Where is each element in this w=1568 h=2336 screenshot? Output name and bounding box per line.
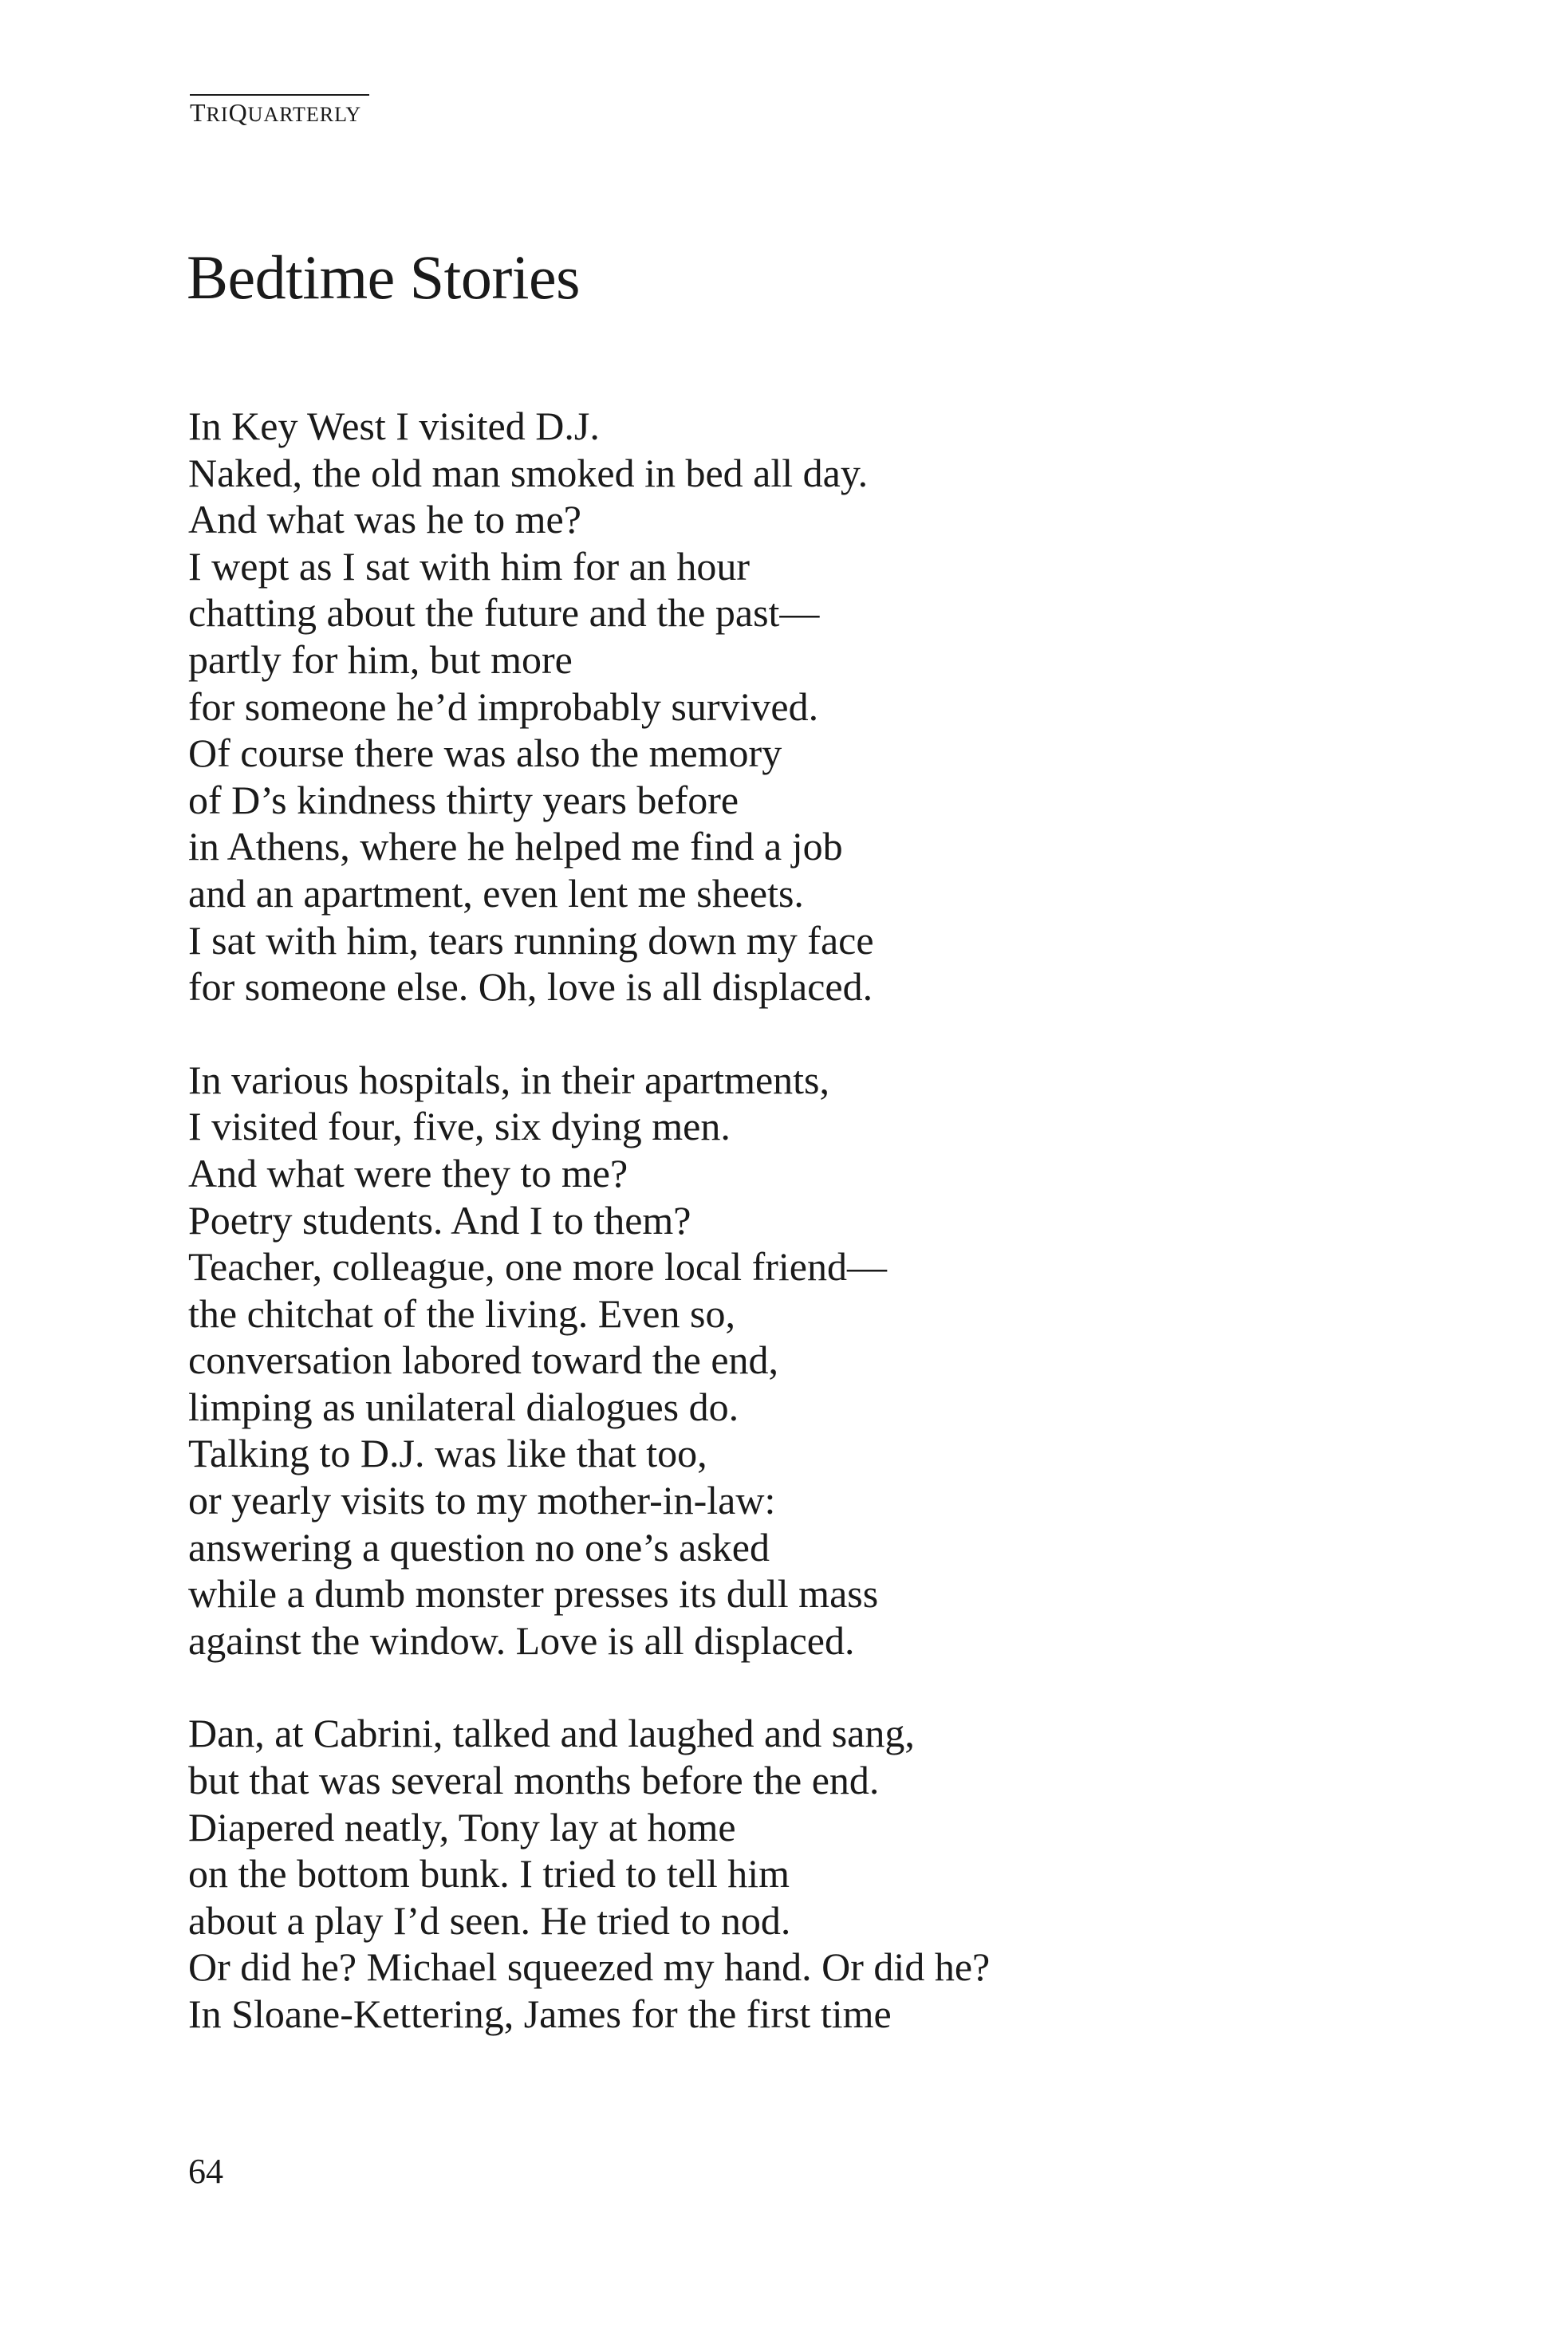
running-head: TRIQUARTERLY <box>190 98 362 127</box>
poem-line: on the bottom bunk. I tried to tell him <box>188 1851 790 1897</box>
poem-line: while a dumb monster presses its dull mass <box>188 1571 879 1617</box>
poem-stanza <box>188 1710 1385 2037</box>
poem-line: I wept as I sat with him for an hour <box>188 543 751 589</box>
poem-line: In various hospitals, in their apartments, <box>188 1057 830 1102</box>
poem-line: Of course there was also the memory <box>188 731 782 776</box>
poem-line: partly for him, but more <box>188 636 573 682</box>
poem-line: against the window. Love is all displaced. <box>188 1617 855 1663</box>
poem-line: about a play I’d seen. He tried to nod. <box>188 1897 791 1943</box>
poem-stanza <box>188 1057 1385 1664</box>
running-head-rule <box>190 94 369 96</box>
poem-line: for someone he’d improbably survived. <box>188 683 819 729</box>
poem-line: answering a question no one’s asked <box>188 1524 770 1570</box>
poem-line: Or did he? Michael squeezed my hand. Or did he? <box>188 1944 991 1990</box>
poem-line: Talking to D.J. was like that too, <box>188 1431 707 1476</box>
poem-line: or yearly visits to my mother-in-law: <box>188 1478 776 1523</box>
poem-line: of D’s kindness thirty years before <box>188 777 739 822</box>
poem-line: And what were they to me? <box>188 1150 628 1196</box>
poem-line: in Athens, where he helped me find a job <box>188 824 843 869</box>
page-number: 64 <box>188 2152 223 2191</box>
poem-line: I sat with him, tears running down my face <box>188 917 874 963</box>
poem-line: I visited four, five, six dying men. <box>188 1104 731 1149</box>
poem-line: and an apartment, even lent me sheets. <box>188 870 804 916</box>
poem-line: but that was several months before the end. <box>188 1758 880 1803</box>
poem-line: In Key West I visited D.J. <box>188 404 600 448</box>
poem-line: Dan, at Cabrini, talked and laughed and sang, <box>188 1711 915 1756</box>
poem-line: Teacher, colleague, one more local friend— <box>188 1244 888 1290</box>
poem-line: the chitchat of the living. Even so, <box>188 1290 735 1336</box>
poem-line: Poetry students. And I to them? <box>188 1197 691 1243</box>
poem-title: Bedtime Stories <box>187 242 580 312</box>
poem-line: chatting about the future and the past— <box>188 590 820 636</box>
poem-line: Naked, the old man smoked in bed all day. <box>188 450 869 495</box>
poem-body <box>188 403 1385 2084</box>
poem-stanza <box>188 403 1385 1010</box>
poem-line: Diapered neatly, Tony lay at home <box>188 1804 736 1849</box>
poem-line: conversation labored toward the end, <box>188 1337 779 1383</box>
poem-line: In Sloane-Kettering, James for the first time <box>188 1991 892 2036</box>
poem-line: And what was he to me? <box>188 497 581 542</box>
poem-line: for someone else. Oh, love is all displaced. <box>188 964 873 1010</box>
poem-line: limping as unilateral dialogues do. <box>188 1384 739 1429</box>
